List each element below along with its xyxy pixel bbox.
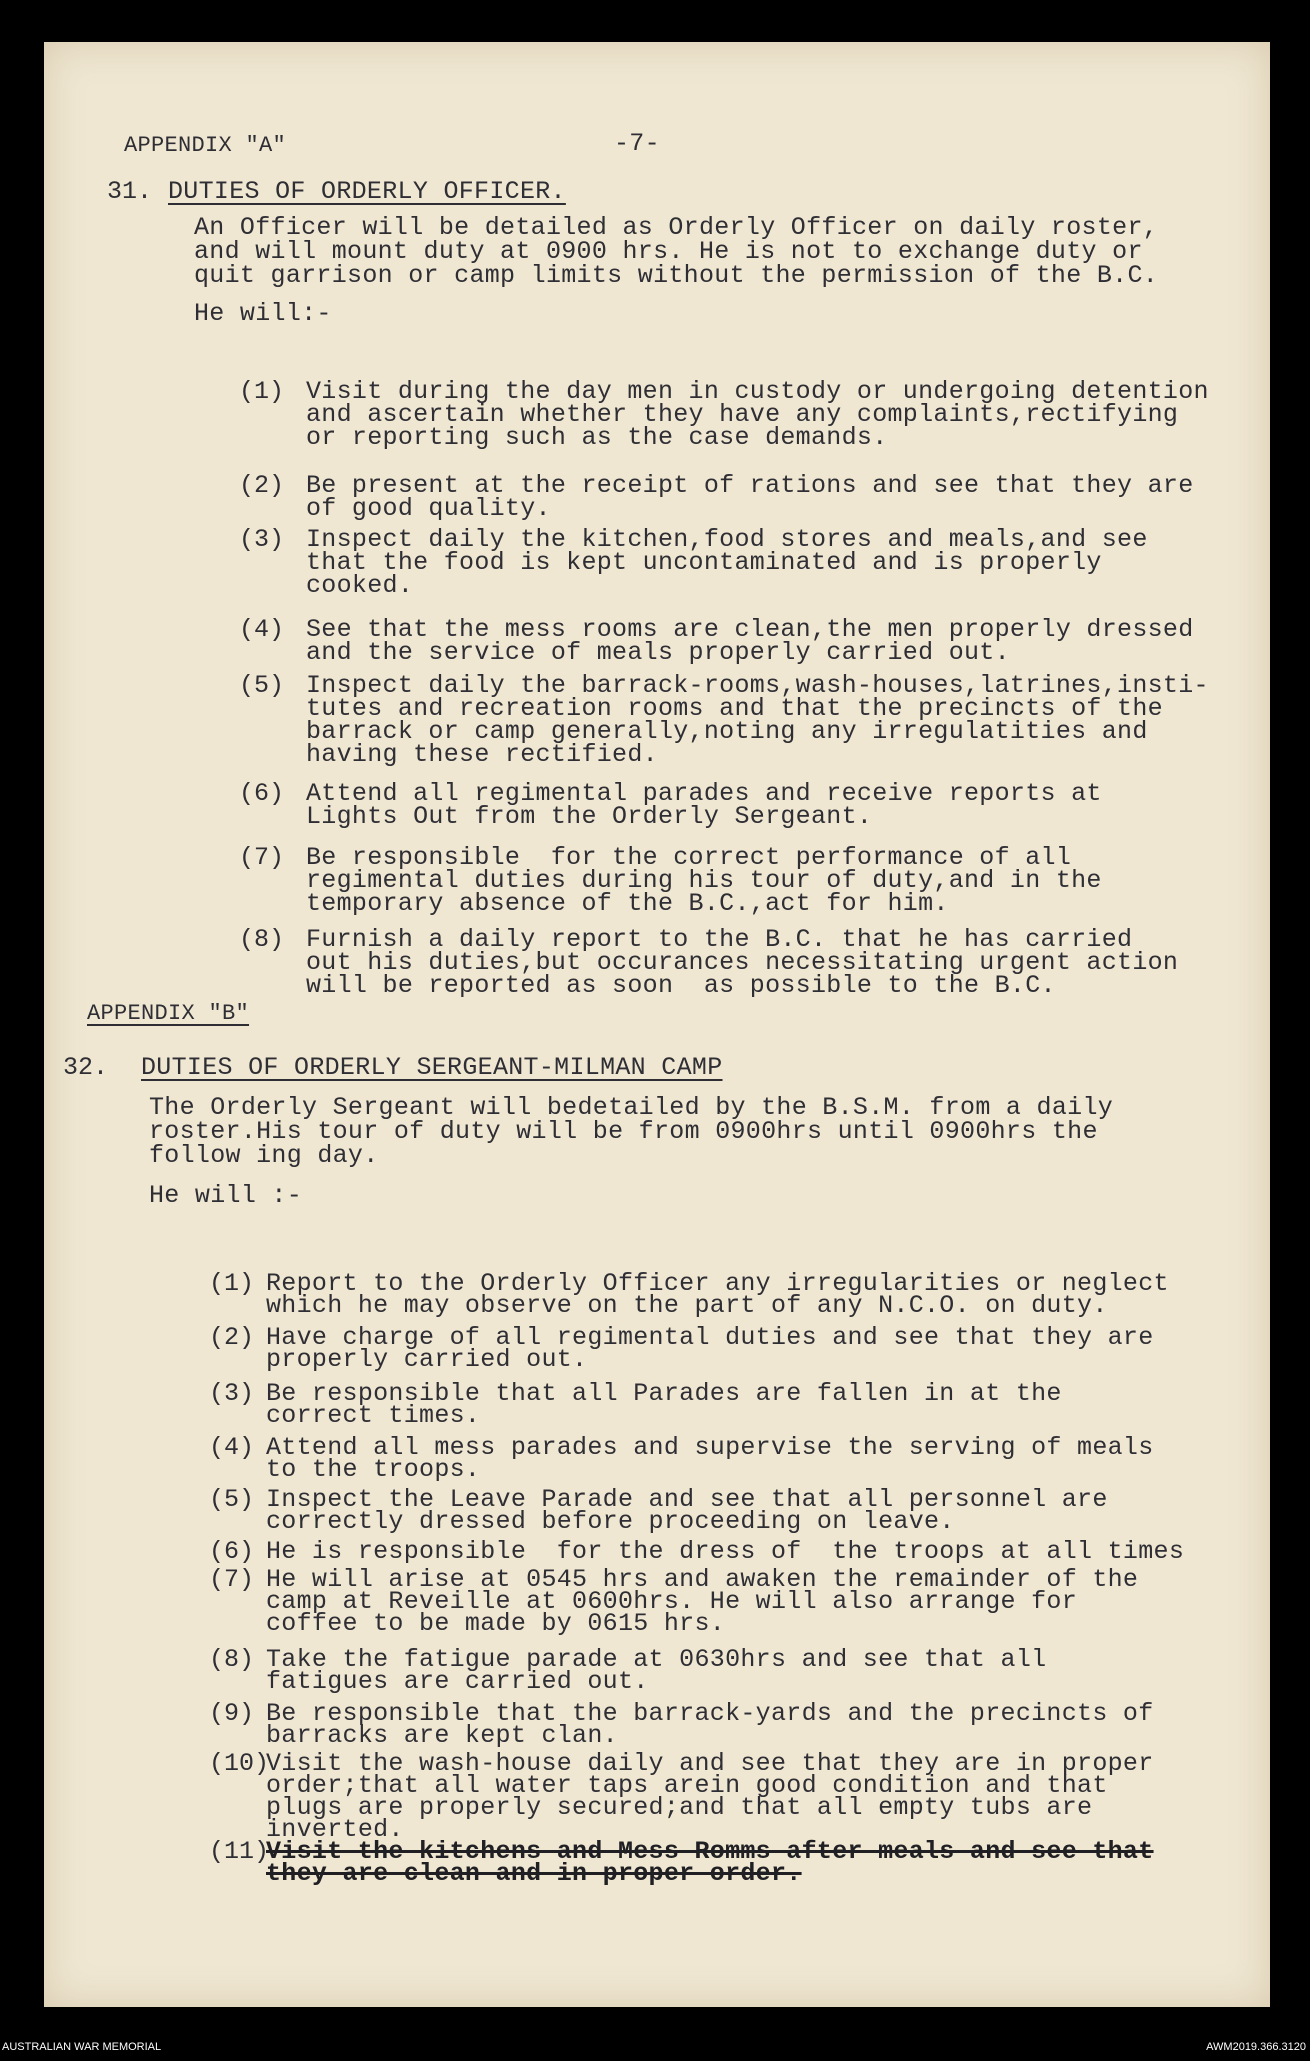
document-page xyxy=(44,42,1270,2007)
item-line: Report to the Orderly Officer any irregularities or neglect xyxy=(266,1269,1169,1298)
item-line: and the service of meals properly carried out. xyxy=(306,638,1010,667)
item-number: (8) xyxy=(239,925,285,954)
item-line: fatigues are carried out. xyxy=(266,1667,649,1696)
item-line: correctly dressed before proceeding on leave. xyxy=(266,1507,955,1536)
intro-line: An Officer will be detailed as Orderly Officer on daily roster, xyxy=(194,213,1159,242)
item-line: Visit during the day men in custody or undergoing detention xyxy=(306,377,1209,406)
intro-line: The Orderly Sergeant will bedetailed by the B.S.M. from a daily xyxy=(149,1093,1114,1122)
item-line: that the food is kept uncontaminated and is properly xyxy=(306,548,1102,577)
archive-footer xyxy=(0,2038,1310,2061)
item-line: which he may observe on the part of any N.C.O. on duty. xyxy=(266,1291,1108,1320)
footer-source: AUSTRALIAN WAR MEMORIAL xyxy=(2,2041,162,2053)
item-line: of good quality. xyxy=(306,494,551,523)
intro-line: roster.His tour of duty will be from 0900hrs until 0900hrs the xyxy=(149,1117,1098,1146)
item-line: order;that all water taps arein good condition and that xyxy=(266,1771,1108,1800)
he-will-label: He will:- xyxy=(194,299,332,328)
item-line: camp at Reveille at 0600hrs. He will also arrange for xyxy=(266,1587,1078,1616)
item-line: Be present at the receipt of rations and see that they are xyxy=(306,471,1194,500)
item-number: (6) xyxy=(239,779,285,808)
footer-accession-number: AWM2019.366.3120 xyxy=(1206,2041,1306,2053)
item-line: will be reported as soon as possible to the B.C. xyxy=(306,971,1056,1000)
item-line: Inspect daily the barrack-rooms,wash-houses,latrines,insti- xyxy=(306,671,1209,700)
item-line: coffee to be made by 0615 hrs. xyxy=(266,1609,726,1638)
item-line: and ascertain whether they have any complaints,rectifying xyxy=(306,400,1179,429)
section-31-title: DUTIES OF ORDERLY OFFICER. xyxy=(168,177,566,206)
item-line: Be responsible that the barrack-yards and the precincts of xyxy=(266,1699,1154,1728)
item-line: barracks are kept clan. xyxy=(266,1721,618,1750)
item-line: inverted. xyxy=(266,1815,404,1844)
item-number: (4) xyxy=(209,1433,255,1462)
item-line: to the troops. xyxy=(266,1455,481,1484)
item-line: He is responsible for the dress of the troops at all times xyxy=(266,1537,1185,1566)
item-line: Take the fatigue parade at 0630hrs and see that all xyxy=(266,1645,1047,1674)
item-line: Furnish a daily report to the B.C. that he has carried xyxy=(306,925,1133,954)
item-number: (3) xyxy=(239,525,285,554)
item-number: (5) xyxy=(209,1485,255,1514)
page-number: -7- xyxy=(614,129,660,158)
item-number: (8) xyxy=(209,1645,255,1674)
item-line: cooked. xyxy=(306,571,414,600)
item-line: He will arise at 0545 hrs and awaken the remainder of the xyxy=(266,1565,1139,1594)
section-32-number: 32. xyxy=(63,1053,109,1082)
item-line: tutes and recreation rooms and that the precincts of the xyxy=(306,694,1163,723)
item-line: out his duties,but occurances necessitating urgent action xyxy=(306,948,1179,977)
item-line: Inspect daily the kitchen,food stores and meals,and see xyxy=(306,525,1148,554)
item-number: (4) xyxy=(239,615,285,644)
item-line: or reporting such as the case demands. xyxy=(306,423,888,452)
intro-line: follow ing day. xyxy=(149,1141,379,1170)
item-number: (6) xyxy=(209,1537,255,1566)
item-number: (9) xyxy=(209,1699,255,1728)
section-32-title: DUTIES OF ORDERLY SERGEANT-MILMAN CAMP xyxy=(141,1053,723,1082)
item-line: barrack or camp generally,noting any irregulatities and xyxy=(306,717,1148,746)
item-number: (3) xyxy=(209,1379,255,1408)
item-line: they are clean and in proper order. xyxy=(266,1859,802,1888)
item-number: (2) xyxy=(209,1323,255,1352)
item-line: temporary absence of the B.C.,act for him. xyxy=(306,889,949,918)
intro-line: quit garrison or camp limits without the permission of the B.C. xyxy=(194,261,1159,290)
item-line: properly carried out. xyxy=(266,1345,588,1374)
item-line: Attend all mess parades and supervise the serving of meals xyxy=(266,1433,1154,1462)
item-line: See that the mess rooms are clean,the men properly dressed xyxy=(306,615,1194,644)
item-number: (2) xyxy=(239,471,285,500)
item-line: Visit the wash-house daily and see that they are in proper xyxy=(266,1749,1154,1778)
item-line: correct times. xyxy=(266,1401,481,1430)
item-line: regimental duties during his tour of duty,and in the xyxy=(306,866,1102,895)
item-line: Have charge of all regimental duties and see that they are xyxy=(266,1323,1154,1352)
item-number: (1) xyxy=(209,1269,255,1298)
item-number: (10) xyxy=(209,1749,270,1778)
he-will-label: He will :- xyxy=(149,1181,303,1210)
appendix-a-heading: APPENDIX "A" xyxy=(124,133,287,158)
item-line: having these rectified. xyxy=(306,740,658,769)
item-number: (11) xyxy=(209,1837,270,1866)
item-number: (7) xyxy=(239,843,285,872)
item-line: Visit the kitchens and Mess Romms after meals and see that xyxy=(266,1837,1154,1866)
item-number: (7) xyxy=(209,1565,255,1594)
item-line: Inspect the Leave Parade and see that all personnel are xyxy=(266,1485,1108,1514)
item-line: Attend all regimental parades and receive reports at xyxy=(306,779,1102,808)
appendix-b-heading: APPENDIX "B" xyxy=(87,1001,250,1026)
item-number: (5) xyxy=(239,671,285,700)
section-31-number: 31. xyxy=(107,177,153,206)
item-number: (1) xyxy=(239,377,285,406)
item-line: Be responsible that all Parades are fallen in at the xyxy=(266,1379,1062,1408)
item-line: Lights Out from the Orderly Sergeant. xyxy=(306,802,873,831)
intro-line: and will mount duty at 0900 hrs. He is not to exchange duty or xyxy=(194,237,1143,266)
item-line: Be responsible for the correct performance of all xyxy=(306,843,1072,872)
item-line: plugs are properly secured;and that all empty tubs are xyxy=(266,1793,1093,1822)
